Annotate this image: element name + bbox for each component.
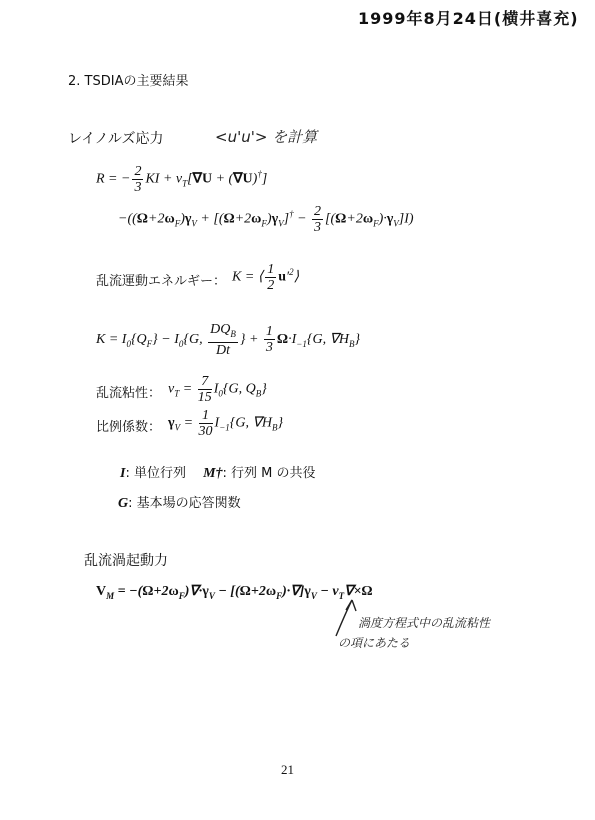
reynolds-equation-line2: $-((\Omega+2\omega_F)\gamma_V + [(\Omega+2\omega_F)\gamma_V]^\dagger$ − $\frac{2}{3}$ $[(\Omega+2\omega_F)\cdot\gamma_V]I$)	[118, 204, 414, 235]
energy-label: 乱流運動エネルギー：	[96, 274, 227, 289]
k-expansion-formula: $K = I_0\{Q_F\} - I_0\{G$, $\frac{DQ_B}{Dt}$ } + $\frac{1}{3}$ $\Omega\cdot I_{-1}\{G$, $\nabla H_B$}	[96, 322, 361, 358]
reynolds-label: レイノルズ応力	[68, 131, 164, 147]
definition-response-function: G: 基本場の応答関数	[118, 496, 241, 511]
viscosity-formula: $\nu_T$ = $\frac{7}{15}$ $I_0\{G$, $Q_B$}	[168, 374, 267, 405]
page-number: 21	[281, 762, 294, 777]
viscosity-label: 乱流粘性：	[96, 386, 162, 401]
section-title: 2. TSDIAの主要結果	[68, 74, 189, 89]
vortex-label: 乱流渦起動力	[84, 553, 168, 569]
coefficient-formula: $\gamma_V$ = $\frac{1}{30}$ $I_{-1}\{G$, $\nabla H_B$}	[168, 408, 284, 439]
handwritten-date: 1999年8月24日(横井喜充)	[358, 9, 579, 28]
handwritten-note-line1: 渦度方程式中の乱流粘性	[358, 616, 491, 630]
reynolds-handwritten-note: <u'u'> を計算	[215, 128, 318, 146]
handwritten-note-line2: の項にあたる	[338, 636, 411, 650]
coefficient-label: 比例係数：	[96, 420, 162, 435]
energy-formula: K = ⟨ $\frac{1}{2}$ $u'^2⟩$	[232, 262, 300, 293]
vortex-formula: $V_M = -(\Omega+2\omega_F)\nabla\cdot\gamma_V - [(\Omega+2\omega_F)\cdot\nabla]\gamma_V - \nu_T\nabla\times\Omega$	[96, 584, 373, 601]
definition-identity: I: 単位行列 M†: 行列 M の共役	[120, 466, 316, 481]
reynolds-equation-line1: R = − $\frac{2}{3}$ KI + $\nu_T[\nabla U + (\nabla U)^\dagger]$	[96, 164, 268, 195]
